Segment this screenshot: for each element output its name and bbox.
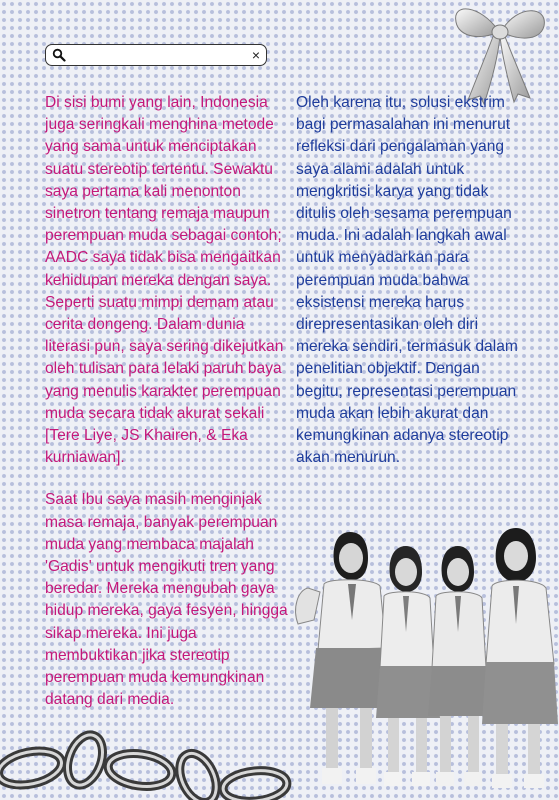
search-input[interactable] [70,47,244,65]
right-paragraph-1: Oleh karena itu, solusi ekstrim bagi permasalahan ini menurut refleksi dari pengalaman yang saya alami adalah untuk mengkritisi karya yang tidak ditulis oleh sesama perempuan muda. Ini adalah langkah awal untuk menyadarkan para perempuan muda bahwa eksistensi mereka harus direpresentasikan oleh diri mereka sendiri, termasuk dalam penelitian objektif. Dengan begitu, representasi perempuan muda akan lebih akurat dan kemungkinan adanya stereotip akan menurun. [296,94,518,467]
search-icon [52,48,66,62]
left-paragraph-2: Saat Ibu saya masih menginjak masa remaja, banyak perempuan muda yang membaca majalah 'Gadis' untuk mengikuti tren yang beredar. Mereka mengubah gaya hidup mereka, gaya fesyen, hingga sikap mereka. Ini juga membuktikan jika stereotip perempuan muda kemungkinan datang dari media. [45,491,288,709]
left-column [45,92,293,731]
right-column [296,92,518,489]
close-icon[interactable]: × [251,47,260,63]
left-paragraph-1: Di sisi bumi yang lain, Indonesia juga seringkali menghina metode yang sama untuk menciptakan suatu stereotip tertentu. Sewaktu saya pertama kali menonton sinetron tentang remaja maupun perempuan muda sebagai contoh; AADC saya tidak bisa mengaitkan kehidupan mereka dengan saya. Seperti suatu mimpi demam atau cerita dongeng. Dalam dunia literasi pun, saya sering dikejutkan oleh tulisan para lelaki paruh baya yang menulis karakter perempuan muda secara tidak akurat sekali [Tere Liye, JS Khairen, & Eka kurniawan]. [45,94,284,467]
chain-decoration [0,718,300,800]
search-bar[interactable] [45,44,267,66]
girls-group-photo [288,528,559,800]
